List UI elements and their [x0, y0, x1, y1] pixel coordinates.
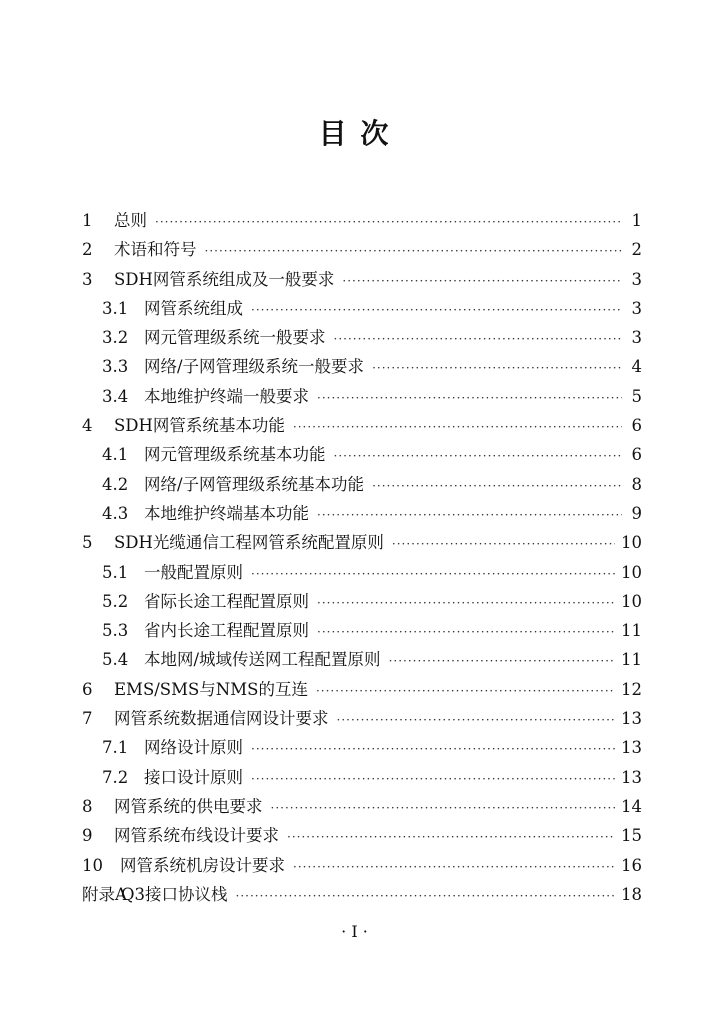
toc-entry-number: 10: [82, 855, 103, 875]
dot-leader: [389, 654, 615, 668]
toc-entry-appendix-a[interactable]: [82, 881, 642, 910]
toc-entry-page: 3: [631, 328, 642, 348]
dot-leader: [155, 215, 622, 229]
toc-entry-page: 12: [621, 679, 642, 699]
dot-leader: [287, 830, 615, 844]
toc-entry-6[interactable]: [82, 676, 642, 705]
toc-entry-page: 11: [621, 650, 642, 670]
toc-entry-title: 网管系统布线设计要求: [114, 826, 279, 846]
dot-leader: [205, 244, 623, 258]
dot-leader: [317, 625, 615, 639]
toc-entry-1[interactable]: [82, 207, 642, 236]
toc-entry-page: 9: [631, 503, 642, 523]
toc-entry-title: SDH网管系统组成及一般要求: [114, 269, 335, 289]
toc-entry-title: 省际长途工程配置原则: [144, 591, 309, 611]
dot-leader: [317, 508, 622, 522]
page-title: 目 次: [318, 117, 391, 150]
toc-entry-page: 6: [631, 445, 642, 465]
toc-entry-number: 5.4: [102, 650, 129, 670]
toc-entry-8[interactable]: [82, 793, 642, 822]
toc-entry-page: 14: [621, 796, 642, 816]
toc-entry-5-3[interactable]: [82, 617, 642, 646]
toc-entry-title: SDH网管系统基本功能: [114, 416, 285, 436]
dot-leader: [271, 801, 616, 815]
toc-entry-title: 总则: [114, 211, 147, 230]
toc-entry-number: 3.2: [102, 328, 129, 348]
toc-entry-5-2[interactable]: [82, 588, 642, 617]
toc-entry-page: 2: [631, 240, 642, 260]
toc-entry-title: 网络/子网管理级系统基本功能: [144, 474, 365, 494]
toc-entry-number: 8: [82, 796, 93, 816]
toc-entry-number: 4: [82, 416, 93, 436]
toc-entry-5[interactable]: [82, 529, 642, 558]
toc-entry-page: 10: [621, 533, 642, 553]
toc-entry-number: 5.2: [102, 591, 129, 611]
toc-entry-page: 3: [631, 269, 642, 289]
toc-entry-3-1[interactable]: [82, 295, 642, 324]
toc-entry-2[interactable]: [82, 236, 642, 265]
toc-entry-number: 7: [82, 709, 93, 729]
toc-entry-title: 本地维护终端一般要求: [144, 386, 309, 406]
toc-entry-9[interactable]: [82, 822, 642, 851]
toc-entry-page: 3: [631, 298, 642, 318]
toc-entry-page: 13: [621, 767, 642, 787]
toc-entry-title: 网元管理级系统基本功能: [144, 445, 326, 465]
toc-entry-3-3[interactable]: [82, 353, 642, 382]
toc-entry-page: 5: [631, 386, 642, 406]
dot-leader: [251, 772, 615, 786]
toc-entry-page: 4: [631, 357, 642, 377]
dot-leader: [293, 420, 622, 434]
toc-entry-number: 7.2: [102, 767, 129, 787]
toc-entry-title: 网络设计原则: [144, 738, 243, 758]
toc-entry-title: 网管系统数据通信网设计要求: [114, 709, 329, 729]
toc-entry-4-2[interactable]: [82, 471, 642, 500]
toc-entry-number: 9: [82, 826, 93, 846]
toc-entry-7-1[interactable]: [82, 734, 642, 763]
toc-entry-7[interactable]: [82, 705, 642, 734]
toc-entry-page: 6: [631, 416, 642, 436]
toc-entry-number: 附录A: [82, 884, 127, 904]
toc-entry-title: Q3接口协议栈: [121, 884, 228, 904]
dot-leader: [316, 684, 615, 698]
toc-entry-4-1[interactable]: [82, 441, 642, 470]
toc-entry-title: 网管系统组成: [144, 298, 243, 318]
dot-leader: [392, 537, 615, 551]
toc-entry-page: 16: [621, 855, 642, 875]
dot-leader: [236, 889, 615, 903]
toc-entry-page: 1: [631, 211, 642, 230]
page-folio: · I ·: [341, 922, 368, 941]
toc-entry-title: 接口设计原则: [144, 767, 243, 787]
toc-entry-page: 8: [631, 474, 642, 494]
toc-entry-number: 2: [82, 240, 93, 260]
toc-entry-number: 4.1: [102, 445, 129, 465]
dot-leader: [251, 742, 615, 756]
toc-entry-page: 10: [621, 591, 642, 611]
toc-entry-page: 13: [621, 738, 642, 758]
toc-entry-4[interactable]: [82, 412, 642, 441]
dot-leader: [317, 391, 622, 405]
toc-entry-5-1[interactable]: [82, 559, 642, 588]
dot-leader: [251, 567, 615, 581]
toc-entry-5-4[interactable]: [82, 646, 642, 675]
dot-leader: [334, 449, 623, 463]
toc-entry-page: 10: [621, 562, 642, 582]
toc-entry-number: 3.4: [102, 386, 129, 406]
toc-entry-title: 术语和符号: [114, 240, 197, 260]
dot-leader: [372, 479, 622, 493]
toc-entry-number: 5: [82, 533, 93, 553]
toc-entry-title: 网元管理级系统一般要求: [144, 328, 326, 348]
toc-entry-number: 5.1: [102, 562, 129, 582]
toc-entry-title: 一般配置原则: [144, 562, 243, 582]
dot-leader: [251, 303, 622, 317]
toc-entry-number: 4.3: [102, 503, 129, 523]
toc-entry-page: 11: [621, 621, 642, 641]
dot-leader: [372, 361, 622, 375]
dot-leader: [337, 713, 616, 727]
toc-entry-3-2[interactable]: [82, 324, 642, 353]
toc-entry-title: SDH光缆通信工程网管系统配置原则: [114, 533, 384, 553]
toc-entry-3-4[interactable]: [82, 383, 642, 412]
toc-entry-title: 本地网/城域传送网工程配置原则: [144, 650, 381, 670]
toc-entry-page: 18: [621, 884, 642, 904]
toc-entry-number: 5.3: [102, 621, 129, 641]
toc-entry-page: 15: [621, 826, 642, 846]
toc-entry-7-2[interactable]: [82, 764, 642, 793]
toc-entry-title: 网管系统机房设计要求: [120, 855, 285, 875]
toc-entry-title: 网管系统的供电要求: [114, 796, 263, 816]
toc-entry-page: 13: [621, 709, 642, 729]
dot-leader: [293, 860, 615, 874]
toc-entry-number: 3.1: [102, 298, 129, 318]
toc-entry-3[interactable]: [82, 266, 642, 295]
toc-entry-number: 6: [82, 679, 93, 699]
toc-entry-number: 7.1: [102, 738, 129, 758]
dot-leader: [342, 274, 622, 288]
toc-entry-title: 省内长途工程配置原则: [144, 621, 309, 641]
table-of-contents: [82, 207, 642, 910]
toc-entry-number: 1: [82, 211, 93, 230]
dot-leader: [334, 332, 623, 346]
dot-leader: [317, 596, 615, 610]
toc-entry-title: 本地维护终端基本功能: [144, 503, 309, 523]
toc-entry-number: 3: [82, 269, 93, 289]
toc-entry-4-3[interactable]: [82, 500, 642, 529]
toc-entry-number: 3.3: [102, 357, 129, 377]
toc-entry-10[interactable]: [82, 852, 642, 881]
toc-entry-title: EMS/SMS与NMS的互连: [114, 679, 308, 699]
toc-entry-title: 网络/子网管理级系统一般要求: [144, 357, 365, 377]
toc-entry-number: 4.2: [102, 474, 129, 494]
